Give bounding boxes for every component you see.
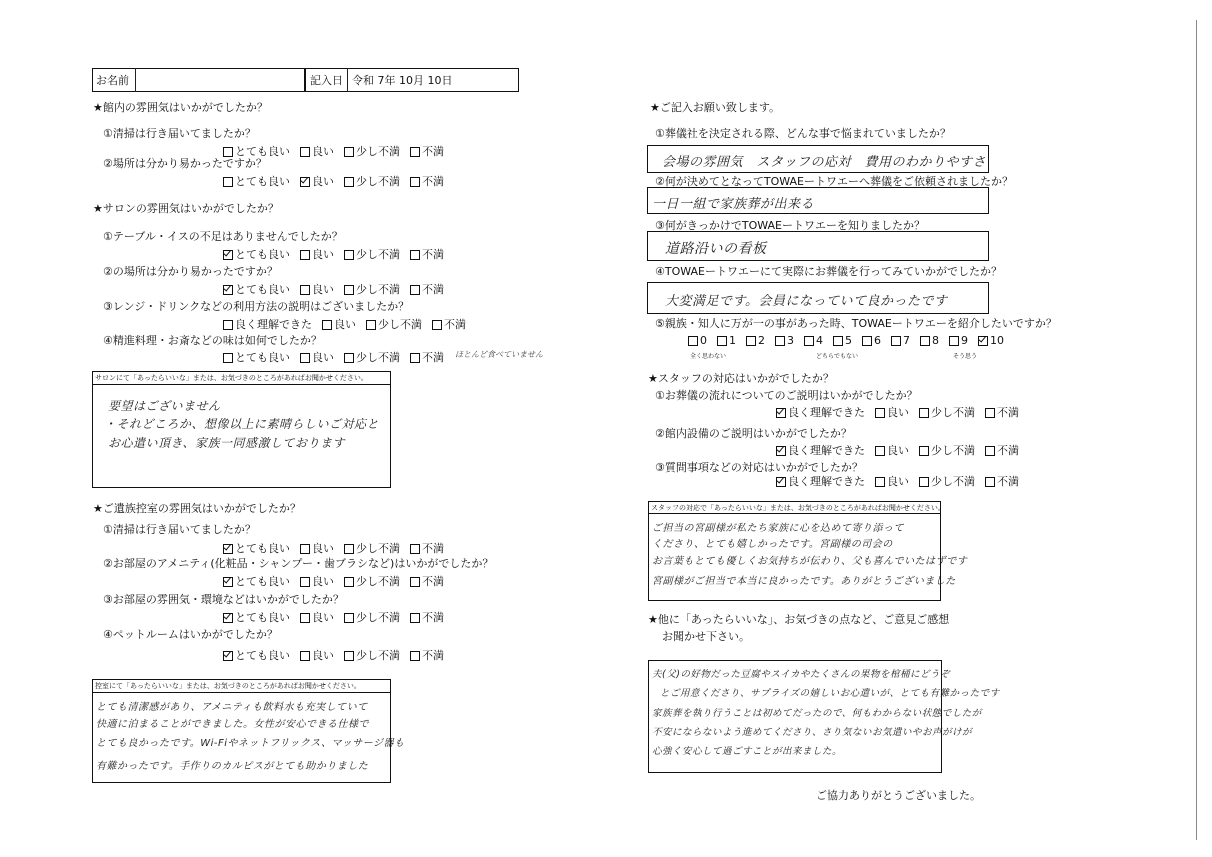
date-label: 記入日 (310, 74, 343, 87)
familyroom-comment-line-1: とても清潔感があり、アメニティも飲料水も充実していて (96, 702, 368, 713)
option-good[interactable]: 良い (875, 444, 909, 457)
option-slightly-unsatisfied[interactable]: 少し不満 (366, 318, 422, 331)
scale-option-4[interactable]: 4 (804, 334, 823, 347)
option-slightly-unsatisfied[interactable]: 少し不満 (344, 611, 400, 624)
option-unsatisfied[interactable]: 不満 (985, 444, 1019, 457)
option-well-understood[interactable]: 良く理解できた (776, 406, 865, 419)
scale-option-0[interactable]: 0 (688, 334, 707, 347)
option-very-good[interactable]: とても良い (223, 248, 290, 261)
option-good[interactable]: 良い (300, 649, 334, 662)
familyroom-q4: ④ペットルームはいかがでしたか？ (103, 628, 278, 641)
salon-comment-line-2: ・それどころか、想像以上に素晴らしいご対応と (104, 417, 380, 431)
scale-option-7[interactable]: 7 (891, 334, 910, 347)
option-slightly-unsatisfied[interactable]: 少し不満 (344, 248, 400, 261)
familyroom-q2: ②お部屋のアメニティ(化粧品・シャンプー・歯ブラシなど)はいかがでしたか？ (103, 557, 494, 570)
option-well-understood[interactable]: 良く理解できた (776, 444, 865, 457)
option-unsatisfied[interactable]: 不満 (985, 406, 1019, 419)
right-q2: ②何が決めてとなってTOWAEートワエーへ葬儀をご依頼されましたか？ (655, 175, 1013, 188)
option-very-good[interactable]: とても良い (223, 351, 290, 364)
scale-option-8[interactable]: 8 (920, 334, 939, 347)
other-comment-line-1: 夫(父)の好物だった豆腐やスイカやたくさんの果物を棺桶にどうぞ (652, 669, 950, 680)
familyroom-q3: ③お部屋の雰囲気・環境などはいかがでしたか？ (103, 593, 344, 606)
staff-q3: ③質問事項などの対応はいかがでしたか？ (655, 461, 863, 474)
scale-option-3[interactable]: 3 (775, 334, 794, 347)
other-title: ★他に「あったらいいな」、お気づきの点など、ご意見ご感想 (648, 613, 950, 626)
right-q4: ④TOWAEートワエーにて実際にお葬儀を行ってみていかがでしたか？ (655, 265, 1002, 278)
option-very-good[interactable]: とても良い (223, 542, 290, 555)
option-unsatisfied[interactable]: 不満 (410, 283, 444, 296)
thanks-text: ご協力ありがとうございました。 (816, 789, 981, 802)
option-unsatisfied[interactable]: 不満 (410, 175, 444, 188)
right-q5: ⑤親族・知人に万が一の事があった時、TOWAEートワエーを紹介したいですか？ (655, 317, 1057, 330)
staff-comment-line-3: お言葉もとても優しくお気持ちが伝わり、父も喜んでいたはずです (652, 556, 968, 567)
scale-option-9[interactable]: 9 (949, 334, 968, 347)
familyroom-comment-label: 控室にて「あったらいいな」または、お気づきのところがあればお聞かせください。 (95, 682, 361, 690)
option-very-good[interactable]: とても良い (223, 175, 290, 188)
option-good[interactable]: 良い (300, 283, 334, 296)
other-comment-line-5: 心強く安心して過ごすことが出来ました。 (652, 746, 843, 757)
option-good[interactable]: 良い (875, 406, 909, 419)
name-label: お名前 (96, 74, 129, 87)
staff-q1: ①お葬儀の流れについてのご説明はいかがでしたか？ (655, 389, 918, 402)
familyroom-q4-options (223, 649, 444, 662)
option-good[interactable]: 良い (300, 351, 334, 364)
familyroom-comment-line-2: 快適に泊まることができました。女性が安心できる仕様で (96, 719, 369, 730)
option-slightly-unsatisfied[interactable]: 少し不満 (344, 145, 400, 158)
section-facility-title: ★館内の雰囲気はいかがでしたか？ (93, 101, 268, 114)
option-well-understood[interactable]: 良く理解できた (776, 475, 865, 488)
salon-comment-line-1: 要望はございません (108, 399, 221, 413)
option-slightly-unsatisfied[interactable]: 少し不満 (344, 283, 400, 296)
staff-q2-options (776, 444, 1019, 457)
staff-comment-line-2: くださり、とても嬉しかったです。宮副様の司会の (652, 539, 893, 550)
right-q1: ①葬儀社を決定される際、どんな事で悩まれていましたか？ (655, 127, 951, 140)
right-a1: 会場の雰囲気 スタッフの応対 費用のわかりやすさ (662, 155, 987, 170)
salon-q3: ③レンジ・ドリンクなどの利用方法の説明はございましたか？ (103, 300, 410, 313)
salon-q2-options (223, 283, 444, 296)
familyroom-q1: ①清掃は行き届いてましたか？ (103, 523, 256, 536)
salon-q1: ①テーブル・イスの不足はありませんでしたか？ (103, 230, 343, 243)
option-very-good[interactable]: とても良い (223, 649, 290, 662)
option-very-good[interactable]: とても良い (223, 145, 290, 158)
staff-comment-line-4: 宮副様がご担当で本当に良かったです。ありがとうございました (652, 576, 956, 587)
option-very-good[interactable]: とても良い (223, 611, 290, 624)
scale-option-1[interactable]: 1 (717, 334, 736, 347)
option-slightly-unsatisfied[interactable]: 少し不満 (344, 351, 400, 364)
scale-option-6[interactable]: 6 (862, 334, 881, 347)
familyroom-q2-options (223, 575, 444, 588)
option-very-good[interactable]: とても良い (223, 575, 290, 588)
right-a3: 道路沿いの看板 (665, 241, 767, 257)
option-unsatisfied[interactable]: 不満 (410, 145, 444, 158)
option-slightly-unsatisfied[interactable]: 少し不満 (344, 649, 400, 662)
scale-high-label: そう思う (953, 353, 978, 360)
option-good[interactable]: 良い (300, 542, 334, 555)
option-good[interactable]: 良い (300, 175, 334, 188)
salon-q4: ④精進料理・お斎などの味は如何でしたか？ (103, 334, 322, 347)
other-comment-line-4: 不安にならないよう進めてくださり、さり気ないお気遣いやお声がけが (652, 727, 973, 738)
option-unsatisfied[interactable]: 不満 (410, 351, 444, 364)
staff-comment-line-1: ご担当の宮副様が私たち家族に心を込めて寄り添って (652, 523, 904, 534)
other-subtitle: お聞かせ下さい。 (662, 630, 750, 643)
salon-q2: ②の場所は分かり易かったですか？ (103, 265, 278, 278)
right-intro: ★ご記入お願い致します。 (650, 101, 780, 114)
option-good[interactable]: 良い (300, 248, 334, 261)
option-unsatisfied[interactable]: 不満 (410, 575, 444, 588)
scale-option-10[interactable]: 10 (978, 334, 1004, 347)
staff-comment-label: スタッフの対応で「あったらいいな」または、お気づきのところがあればお聞かせください。 (651, 504, 945, 512)
familyroom-comment-line-3: とても良かったです。Wi-Fiやネットフリックス、マッサージ器も (96, 738, 405, 749)
section-familyroom-title: ★ご遺族控室の雰囲気はいかがでしたか？ (93, 502, 301, 515)
option-slightly-unsatisfied[interactable]: 少し不満 (344, 175, 400, 188)
option-unsatisfied[interactable]: 不満 (410, 649, 444, 662)
facility-q2-options (223, 175, 444, 188)
option-good[interactable]: 良い (300, 611, 334, 624)
option-very-good[interactable]: とても良い (223, 283, 290, 296)
option-good[interactable]: 良い (300, 145, 334, 158)
salon-comment-label: サロンにて「あったらいいな」または、お気づきのところがあればお聞かせください。 (95, 374, 368, 382)
date-value: 令和 7年 10月 10日 (352, 74, 453, 87)
salon-q3-options (223, 318, 466, 331)
salon-q4-options (223, 351, 444, 364)
option-slightly-unsatisfied[interactable]: 少し不満 (344, 575, 400, 588)
facility-q2: ②場所は分かり易かったですか？ (103, 157, 267, 170)
right-q3: ③何がきっかけでTOWAEートワエーを知りましたか？ (655, 219, 925, 232)
facility-q1: ①清掃は行き届いてましたか？ (103, 127, 256, 140)
other-comment-line-2: とご用意くださり、サプライズの嬉しいお心遣いが、とても有難かったです (660, 688, 1000, 699)
option-unsatisfied[interactable]: 不満 (410, 248, 444, 261)
option-well-understood[interactable]: 良く理解できた (223, 318, 312, 331)
option-good[interactable]: 良い (875, 475, 909, 488)
salon-comment-line-3: お心遣い頂き、家族一同感激しております (108, 436, 346, 450)
salon-q1-options (223, 248, 444, 261)
option-unsatisfied[interactable]: 不満 (410, 542, 444, 555)
right-a4: 大変満足です。会員になっていて良かったです (665, 294, 948, 309)
scale-low-label: 全く思わない (690, 353, 727, 360)
section-salon-title: ★サロンの雰囲気はいかがでしたか？ (93, 202, 279, 215)
option-slightly-unsatisfied[interactable]: 少し不満 (344, 542, 400, 555)
option-unsatisfied[interactable]: 不満 (410, 611, 444, 624)
salon-q4-handwritten-note: ほとんど食べていません (455, 350, 543, 359)
option-good[interactable]: 良い (300, 575, 334, 588)
other-comment-line-3: 家族葬を執り行うことは初めてだったので、何もわからない状態でしたが (652, 708, 982, 719)
staff-q3-options (776, 475, 1019, 488)
recommend-scale (688, 334, 1004, 347)
familyroom-q1-options (223, 542, 444, 555)
option-slightly-unsatisfied[interactable]: 少し不満 (919, 444, 975, 457)
scale-option-2[interactable]: 2 (746, 334, 765, 347)
staff-title: ★スタッフの対応はいかがでしたか？ (648, 372, 834, 385)
option-good[interactable]: 良い (322, 318, 356, 331)
familyroom-comment-line-4: 有難かったです。手作りのカルピスがとても助かりました (96, 761, 369, 772)
option-unsatisfied[interactable]: 不満 (985, 475, 1019, 488)
option-slightly-unsatisfied[interactable]: 少し不満 (919, 475, 975, 488)
scale-mid-label: どちらでもない (816, 353, 858, 360)
scale-option-5[interactable]: 5 (833, 334, 852, 347)
option-slightly-unsatisfied[interactable]: 少し不満 (919, 406, 975, 419)
option-unsatisfied[interactable]: 不満 (432, 318, 466, 331)
right-a2: 一日一組で家族葬が出来る (652, 197, 815, 212)
staff-q1-options (776, 406, 1019, 419)
familyroom-q3-options (223, 611, 444, 624)
staff-q2: ②館内設備のご説明はいかがでしたか？ (655, 427, 852, 440)
